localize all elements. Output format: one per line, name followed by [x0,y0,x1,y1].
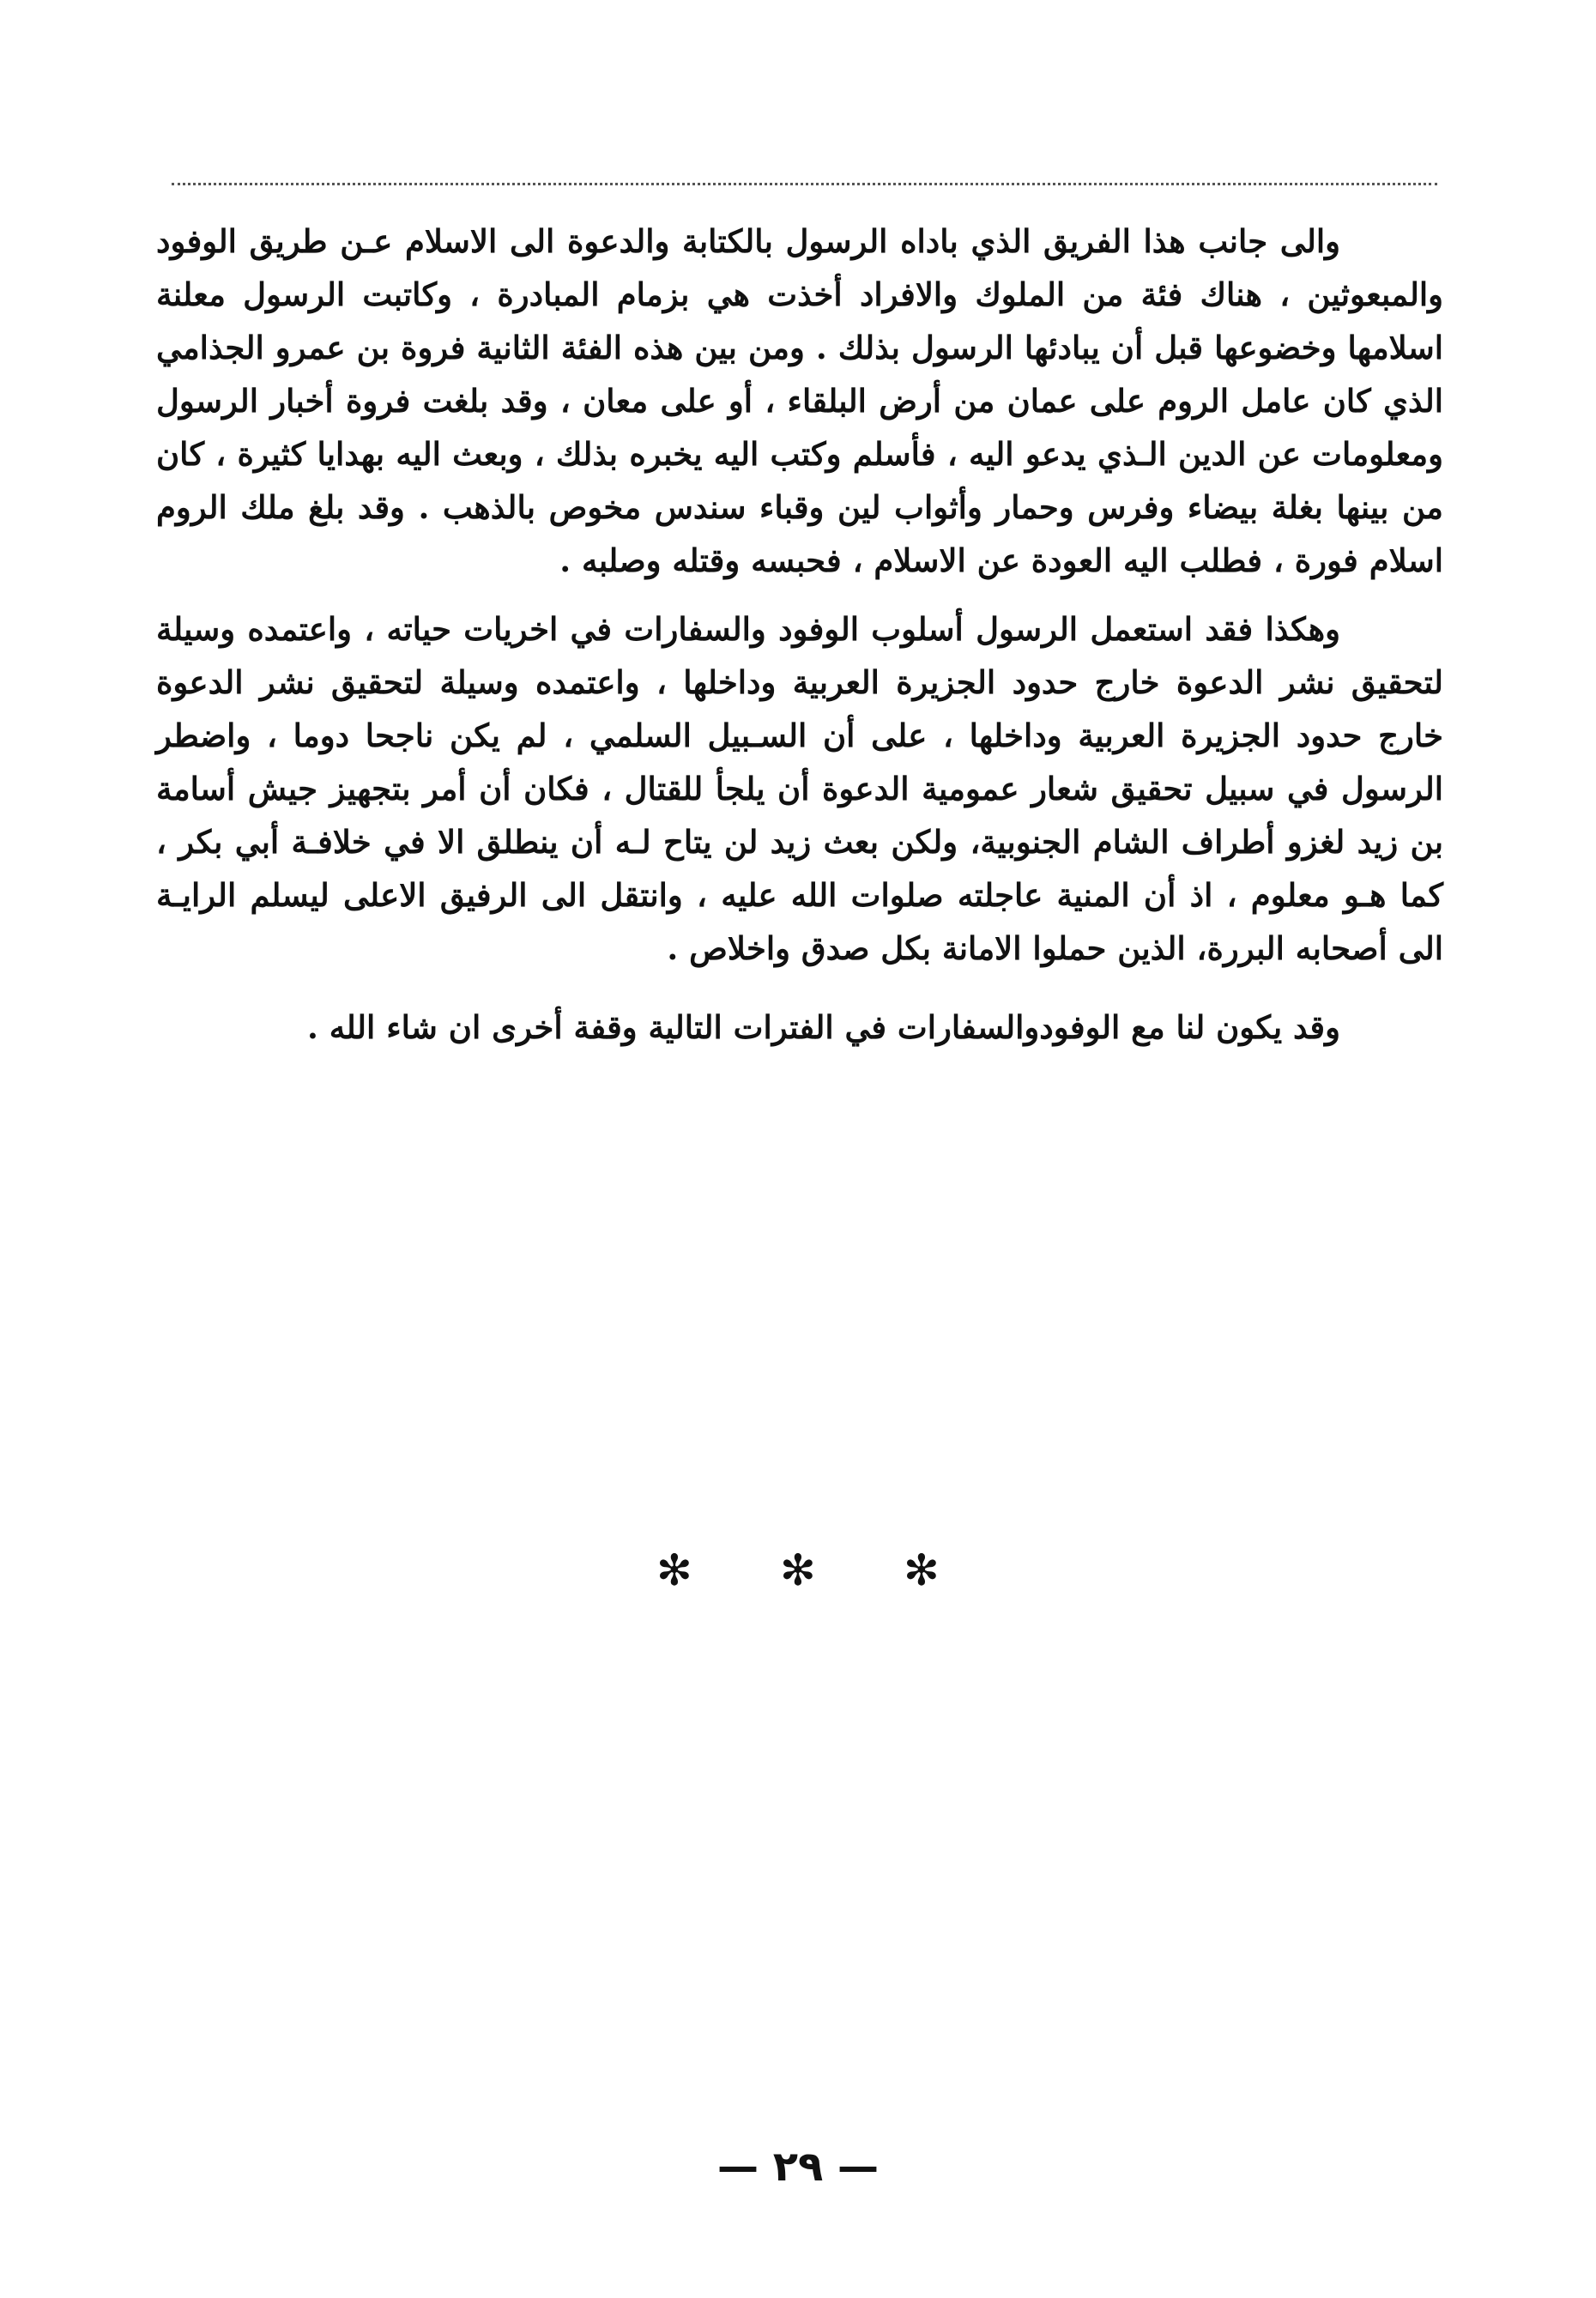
paragraph-3: وقد يكون لنا مع الوفودوالسفارات في الفترات التالية وقفة أخرى ان شاء الله . [306,1008,1340,1046]
top-dotted-rule [172,183,1437,185]
page-number: — ٢٩ — [716,2143,880,2191]
body-text [156,215,1443,1054]
asterism-star-icon: ✻ [904,1545,940,1595]
section-separator [0,1545,1596,1596]
asterism-star-icon: ✻ [656,1545,692,1595]
paragraph-1: والى جانب هذا الفريق الذي باداه الرسول بالكتابة والدعوة الى الاسلام عـن طريق الوفود والمبعوثين ، هناك فئة من الملوك والافراد أخذت هي بزمام المبادرة ، وكاتبت الرسول معلنة اسلامها وخضوعها قبل أن يبادئها الرسول بذلك . ومن بين هذه الفئة الثانية فروة بن عمرو الجذامي الذي كان عامل الروم على عمان من أرض البلقاء ، أو على معان ، وقد بلغت فروة أخبار الرسول ومعلومات عن الدين الـذي يدعو اليه ، فأسلم وكتب اليه يخبره بذلك ، وبعث اليه بهدايا كثيرة ، كان من بينها بغلة بيضاء وفرس وحمار وأثواب لين وقباء سندس مخوص بالذهب . وقد بلغ ملك الروم اسلام فورة ، فطلب اليه العودة عن الاسلام ، فحبسه وقتله وصلبه . [156,222,1443,579]
asterism-star-icon: ✻ [780,1545,816,1595]
paragraph-2: وهكذا فقد استعمل الرسول أسلوب الوفود والسفارات في اخريات حياته ، واعتمده وسيلة لتحقيق نشر الدعوة خارج حدود الجزيرة العربية وداخلها ، واعتمده وسيلة لتحقيق نشر الدعوة خارج حدود الجزيرة العربية وداخلها ، على أن السـبيل السلمي ، لم يكن ناجحا دوما ، واضطر الرسول في سبيل تحقيق شعار عمومية الدعوة أن يلجأ للقتال ، فكان أن أمر بتجهيز جيش أسامة بن زيد لغزو أطراف الشام الجنوبية، ولكن بعث زيد لن يتاح لـه أن ينطلق الا في خلافـة أبي بكر ، كما هـو معلوم ، اذ أن المنية عاجلته صلوات الله عليه ، وانتقل الى الرفيق الاعلى ليسلم الرايـة الى أصحابه البررة، الذين حملوا الامانة بكل صدق واخلاص . [156,610,1443,967]
